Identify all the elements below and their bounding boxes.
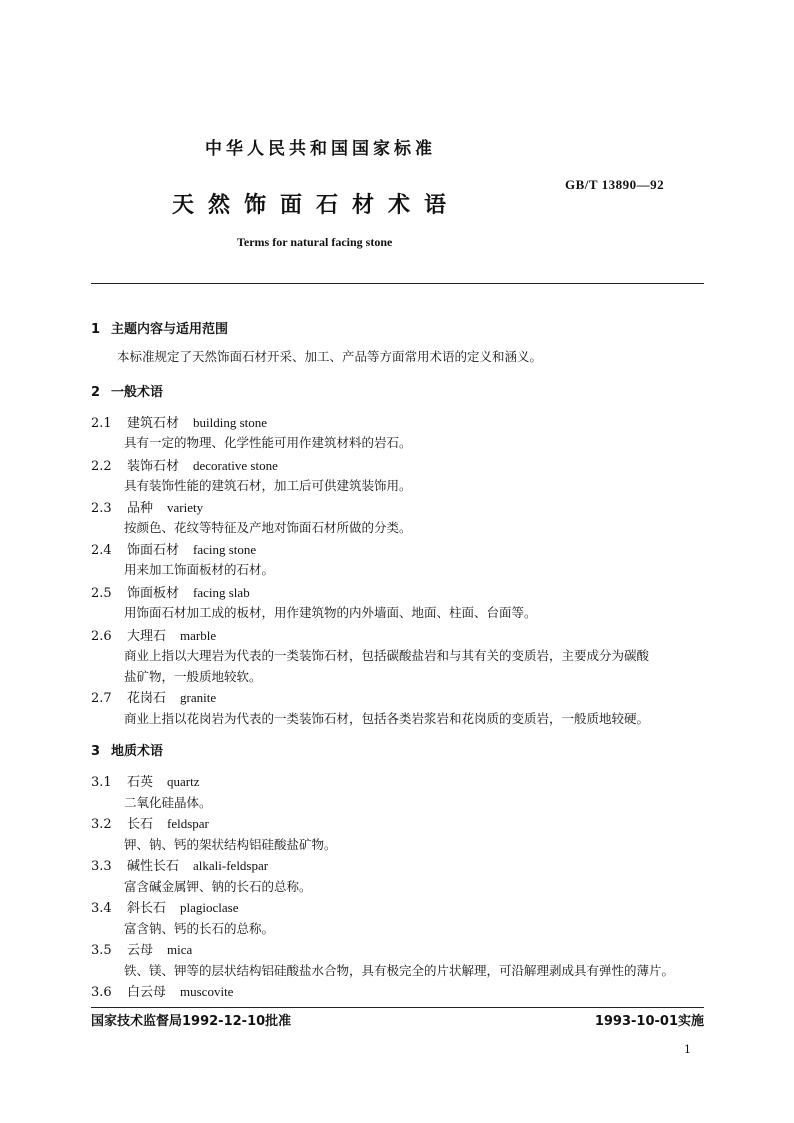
term-2-7 [91, 687, 216, 706]
section-number: 1 [91, 322, 101, 337]
term-number: 3.1 [91, 775, 112, 790]
term-number: 2.1 [91, 416, 112, 431]
term-english: facing stone [193, 542, 257, 557]
term-chinese: 装饰石材 [127, 459, 180, 474]
term-chinese: 大理石 [127, 629, 167, 644]
document-title-english: Terms for natural facing stone [237, 235, 393, 249]
term-chinese: 白云母 [127, 985, 167, 1000]
term-english: alkali-feldspar [193, 858, 269, 873]
term-2-5 [91, 582, 250, 601]
term-2-2 [91, 455, 278, 474]
term-chinese: 石英 [127, 775, 154, 790]
footer-divider [91, 1007, 704, 1008]
term-chinese: 碱性长石 [127, 859, 180, 874]
term-english: facing slab [193, 585, 250, 600]
standard-code: GB/T 13890—92 [565, 177, 665, 192]
section-1-paragraph: 本标准规定了天然饰面石材开采、加工、产品等方面常用术语的定义和涵义。 [117, 349, 543, 364]
term-english: muscovite [180, 984, 234, 999]
document-title: 天然饰面石材术语 [172, 193, 461, 218]
term-2-6 [91, 625, 216, 644]
term-3-5 [91, 939, 192, 958]
header-divider [91, 283, 704, 284]
section-title: 一般术语 [111, 385, 164, 400]
term-2-3 [91, 497, 203, 516]
term-number: 2.3 [91, 501, 112, 516]
term-number: 3.4 [91, 901, 112, 916]
page-number: 1 [684, 1043, 691, 1056]
section-title: 地质术语 [111, 744, 164, 759]
term-number: 3.2 [91, 817, 112, 832]
term-chinese: 长石 [127, 817, 154, 832]
term-3-6 [91, 981, 233, 1000]
term-chinese: 斜长石 [127, 901, 167, 916]
term-definition-continued: 盐矿物，一般质地较软。 [124, 669, 262, 684]
term-2-1 [91, 412, 267, 431]
term-english: building stone [193, 415, 268, 430]
term-definition: 富含碱金属钾、钠的长石的总称。 [124, 879, 312, 894]
section-1-heading [91, 318, 228, 337]
term-number: 2.7 [91, 691, 112, 706]
term-definition: 用饰面石材加工成的板材，用作建筑物的内外墙面、地面、柱面、台面等。 [124, 605, 537, 620]
term-definition: 按颜色、花纹等特征及产地对饰面石材所做的分类。 [124, 520, 412, 535]
term-chinese: 饰面石材 [127, 543, 180, 558]
term-definition: 商业上指以大理岩为代表的一类装饰石材，包括碳酸盐岩和与其有关的变质岩，主要成分为碳酸 [124, 648, 650, 663]
term-number: 3.3 [91, 859, 112, 874]
term-definition: 二氧化硅晶体。 [124, 795, 212, 810]
term-definition: 用来加工饰面板材的石材。 [124, 562, 275, 577]
approval-line: 国家技术监督局1992-12-10批准 [91, 1014, 292, 1029]
term-english: feldspar [167, 816, 209, 831]
term-3-4 [91, 897, 239, 916]
national-standard-heading: 中华人民共和国国家标准 [205, 139, 436, 159]
term-chinese: 花岗石 [127, 691, 167, 706]
term-chinese: 饰面板材 [127, 586, 180, 601]
term-number: 2.5 [91, 586, 112, 601]
term-chinese: 品种 [127, 501, 154, 516]
term-english: quartz [167, 774, 200, 789]
term-number: 2.4 [91, 543, 112, 558]
section-3-heading [91, 740, 163, 759]
term-english: marble [180, 628, 217, 643]
term-number: 2.2 [91, 459, 112, 474]
effective-date-line: 1993-10-01实施 [594, 1014, 704, 1029]
section-title: 主题内容与适用范围 [111, 322, 229, 337]
term-chinese: 云母 [127, 943, 154, 958]
term-number: 3.5 [91, 943, 112, 958]
term-english: decorative stone [193, 458, 278, 473]
term-definition: 铁、镁、钾等的层状结构铝硅酸盐水合物，具有极完全的片状解理，可沿解理剥成具有弹性的薄片。 [124, 963, 675, 978]
section-2-heading [91, 381, 163, 400]
term-english: plagioclase [180, 900, 239, 915]
term-chinese: 建筑石材 [127, 416, 180, 431]
term-3-3 [91, 855, 268, 874]
term-english: variety [167, 500, 204, 515]
term-2-4 [91, 539, 256, 558]
section-number: 2 [91, 385, 101, 400]
term-definition: 富含钠、钙的长石的总称。 [124, 921, 275, 936]
term-definition: 钾、钠、钙的架状结构铝硅酸盐矿物。 [124, 837, 337, 852]
term-english: mica [167, 942, 193, 957]
term-number: 3.6 [91, 985, 112, 1000]
term-definition: 具有一定的物理、化学性能可用作建筑材料的岩石。 [124, 435, 412, 450]
term-3-2 [91, 813, 209, 832]
term-definition: 商业上指以花岗岩为代表的一类装饰石材，包括各类岩浆岩和花岗质的变质岩，一般质地较硬。 [124, 711, 650, 726]
term-3-1 [91, 771, 200, 790]
term-definition: 具有装饰性能的建筑石材，加工后可供建筑装饰用。 [124, 478, 412, 493]
term-number: 2.6 [91, 629, 112, 644]
term-english: granite [180, 690, 217, 705]
section-number: 3 [91, 744, 101, 759]
